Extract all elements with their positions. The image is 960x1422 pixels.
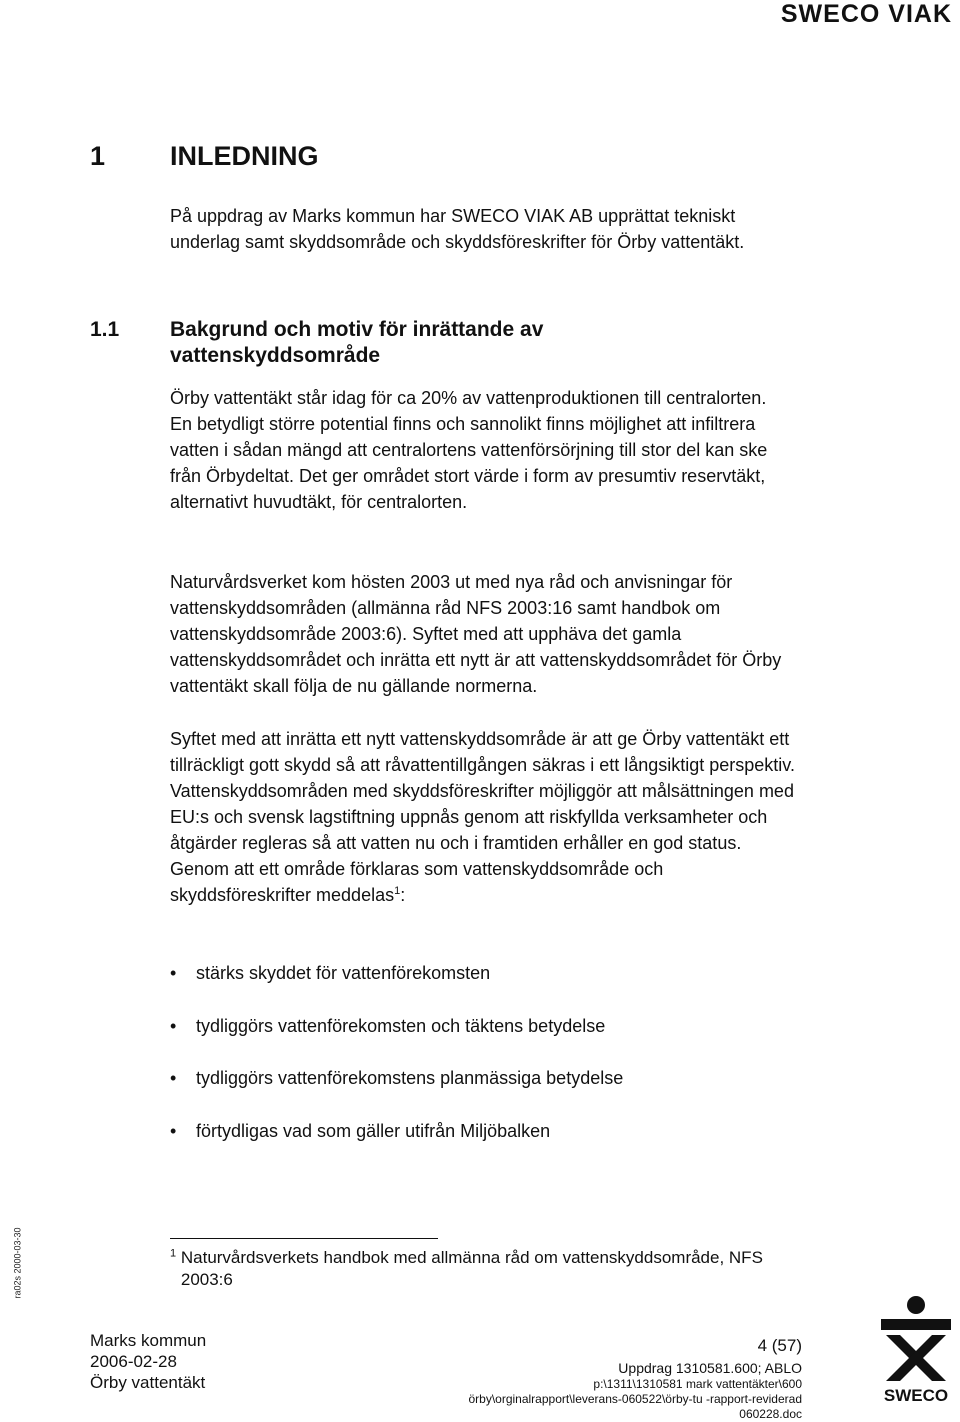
paragraph-purpose-text: Syftet med att inrätta ett nytt vattenskyddsområde är att ge Örby vattentäkt ett tillräckligt gott skydd så att råvattentillgången säkras i ett långsiktigt perspektiv. Vattenskyddsområden med skyddsföreskrifter möjliggör att målsättningen med EU:s och svensk lagstiftning uppnås genom att riskfyllda verksamheter och åtgärder regleras så att vatten nu och i framtiden erhåller en god status. Genom att ett område förklaras som vattenskyddsområde och skyddsföreskrifter meddelas [170,729,795,905]
list-item: • förtydligas vad som gäller utifrån Miljöbalken [170,1118,623,1171]
footer-left [90,1330,206,1393]
footnote-divider [170,1238,438,1239]
section-title: INLEDNING [170,141,319,171]
subsection-number: 1.1 [90,318,120,341]
benefits-list [170,960,623,1170]
sweco-logo-text: SWECO [883,1386,949,1405]
footer-right [468,1335,802,1422]
paragraph-naturvardsverket: Naturvårdsverket kom hösten 2003 ut med nya råd och anvisningar för vattenskyddsområden (allmänna råd NFS 2003:16 samt handbok om vattenskyddsområde 2003:6). Syftet med att upphäva det gamla vattenskyddsområdet och inrätta ett nytt är att vattenskyddsområdet för Örby vattentäkt skall följa de nu gällande normerna. [170,572,782,696]
file-path-line-3: 060228.doc [739,1407,802,1421]
template-code: ra02s 2000-03-30 [12,1227,23,1299]
list-item: • tydliggörs vattenförekomsten och täktens betydelse [170,1013,623,1066]
footer-date: 2006-02-28 [90,1352,177,1371]
footnote-reference[interactable]: 1 [394,885,401,897]
file-path-line-2: örby\orginalrapport\leverans-060522\örby-tu -rapport-reviderad [468,1392,802,1406]
list-item: • tydliggörs vattenförekomstens planmässiga betydelse [170,1065,623,1118]
footer-client: Marks kommun [90,1331,207,1350]
intro-paragraph: På uppdrag av Marks kommun har SWECO VIAK AB upprättat tekniskt underlag samt skyddsområde och skyddsföreskrifter för Örby vattentäkt. [170,206,745,252]
bullet-icon: • [170,1068,177,1088]
paragraph-purpose: Syftet med att inrätta ett nytt vattenskyddsområde är att ge Örby vattentäkt ett tillräckligt gott skydd så att råvattentillgången säkras i ett långsiktigt perspektiv. Vattenskyddsområden med skyddsföreskrifter möjliggör att målsättningen med EU:s och svensk lagstiftning uppnås genom att riskfyllda verksamheter och åtgärder regleras så att vatten nu och i framtiden erhåller en god status. Genom att ett område förklaras som vattenskyddsområde och skyddsföreskrifter meddelas$^1$: [170,729,795,905]
bullet-icon: • [170,1015,177,1036]
paragraph-background: Örby vattentäkt står idag för ca 20% av vattenproduktionen till centralorten. En betydligt större potential finns och sannolikt finns möjlighet att infiltrera vatten i sådan mängd att centralortens vattenförsörjning till stor del kan ske från Örbydeltat. Det ger området stort värde i form av presumtiv reservtäkt, alternativt huvudtäkt, för centralorten. [170,388,768,512]
list-item: • stärks skyddet för vattenförekomsten [170,960,623,1013]
section-1-heading [90,141,319,172]
bullet-icon: • [170,963,177,983]
file-path-line-1: p:\1311\1310581 mark vattentäkter\600 [593,1377,802,1391]
sweco-logo-icon [878,1295,954,1405]
sweco-viak-logo: SWECO VIAK [780,0,952,28]
page-number: 4 (57) [757,1336,802,1355]
footnote: $^1$ Naturvårdsverkets handbok med allmänna råd om vattenskyddsområde, NFS 2003:6 [170,1247,763,1289]
subsection-title: Bakgrund och motiv för inrättande av vattenskyddsområde [170,318,544,367]
footer-project: Örby vattentäkt [90,1373,206,1392]
section-number: 1 [90,141,106,171]
bullet-icon: • [170,1120,177,1141]
assignment-number: Uppdrag 1310581.600; ABLO [618,1360,802,1376]
